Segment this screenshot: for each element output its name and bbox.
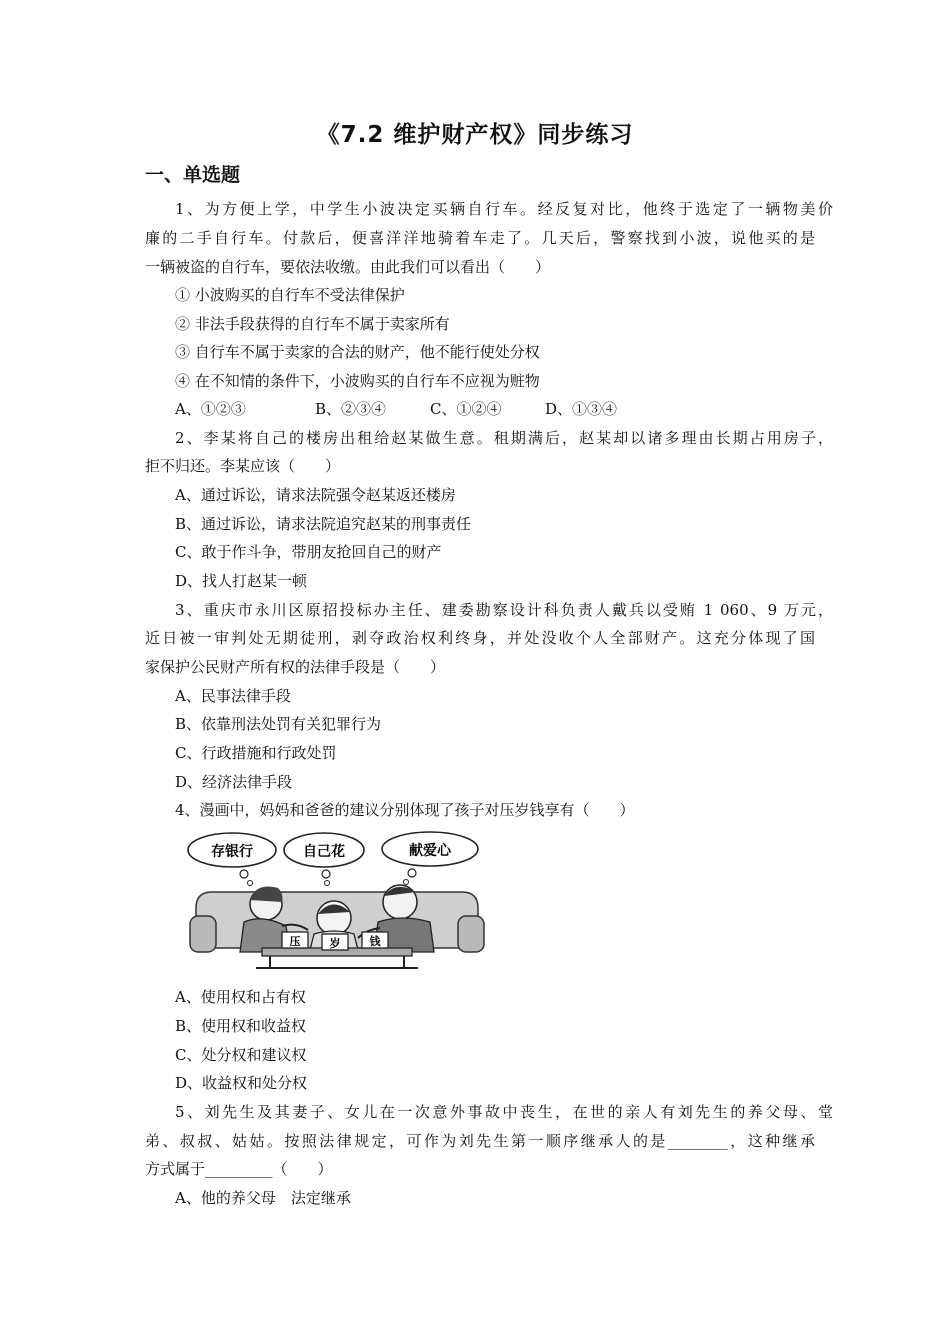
question-4-option-d: D、收益权和处分权: [175, 1074, 308, 1092]
question-1-option-d: D、①③④: [545, 400, 618, 418]
bubble-text-father: 献爱心: [409, 843, 451, 859]
bubble-father: [382, 832, 478, 885]
question-1-statement-1: ① 小波购买的自行车不受法律保护: [175, 286, 405, 304]
question-3-option-c: C、行政措施和行政处罚: [175, 744, 337, 762]
envelope-2: [322, 934, 348, 950]
question-1-options: [175, 399, 617, 419]
question-1-option-b: B、②③④: [315, 400, 387, 418]
question-1-option-c: C、①②④: [430, 400, 502, 418]
question-1-option-a: A、①②③: [175, 400, 246, 418]
question-2-option-b: B、通过诉讼，请求法院追究赵某的刑事责任: [175, 515, 472, 533]
question-5-option-a: A、他的养父母 法定继承: [175, 1189, 351, 1207]
question-1-statement-3: ③ 自行车不属于卖家的合法的财产，他不能行使处分权: [175, 343, 540, 361]
question-3-option-b: B、依靠刑法处罚有关犯罪行为: [175, 715, 382, 733]
question-5-stem-line-2: 弟、叔叔、姑姑。按照法律规定，可作为刘先生第一顺序继承人的是________，这种继承: [145, 1132, 815, 1150]
question-5-stem-line-1: 5、刘先生及其妻子、女儿在一次意外事故中丧生，在世的亲人有刘先生的养父母、堂: [175, 1103, 833, 1121]
question-3-option-a: A、民事法律手段: [175, 687, 291, 705]
question-1-stem-line-2: 廉的二手自行车。付款后，便喜洋洋地骑着车走了。几天后，警察找到小波，说他买的是: [145, 229, 815, 247]
question-5-stem-line-3: 方式属于_________（ ）: [145, 1160, 333, 1178]
svg-text:钱: 钱: [369, 935, 381, 948]
question-2-stem-line-2: 拒不归还。李某应该（ ）: [145, 457, 341, 475]
question-1-statement-2: ② 非法手段获得的自行车不属于卖家所有: [175, 315, 450, 333]
bubble-text-mother: 存银行: [211, 844, 253, 860]
question-4-option-b: B、使用权和收益权: [175, 1017, 307, 1035]
bubble-text-child: 自己花: [303, 844, 345, 860]
question-3-stem-line-2: 近日被一审判处无期徒刑，剥夺政治权利终身，并处没收个人全部财产。这充分体现了国: [145, 629, 815, 647]
question-2-stem-line-1: 2、李某将自己的楼房出租给赵某做生意。租期满后，赵某却以诸多理由长期占用房子，: [175, 429, 833, 447]
question-2-option-c: C、敢于作斗争，带朋友抢回自己的财产: [175, 543, 442, 561]
document-title: 《7.2 维护财产权》同步练习: [316, 122, 634, 148]
question-1-stem-line-3: 一辆被盗的自行车，要依法收缴。由此我们可以看出（ ）: [145, 258, 551, 276]
question-1-stem-line-1: 1、为方便上学，中学生小波决定买辆自行车。经反复对比，他终于选定了一辆物美价: [175, 200, 833, 218]
question-3-stem-line-1: 3、重庆市永川区原招投标办主任、建委勘察设计科负责人戴兵以受贿 1 060、9 万元，: [175, 601, 833, 619]
question-3-stem-line-3: 家保护公民财产所有权的法律手段是（ ）: [145, 658, 446, 676]
question-2-option-a: A、通过诉讼，请求法院强令赵某返还楼房: [175, 486, 456, 504]
question-4-stem-line-1: 4、漫画中，妈妈和爸爸的建议分别体现了孩子对压岁钱享有（ ）: [175, 801, 635, 819]
bubble-mother: [188, 833, 276, 886]
cartoon-illustration: [186, 830, 486, 970]
bubble-child: [284, 833, 364, 886]
question-3-option-d: D、经济法律手段: [175, 773, 293, 791]
envelope-3: [362, 932, 388, 948]
envelope-1: [282, 932, 308, 948]
svg-text:压: 压: [289, 935, 301, 948]
section-heading: 一、单选题: [145, 164, 241, 186]
question-4-option-a: A、使用权和占有权: [175, 988, 306, 1006]
question-1-statement-4: ④ 在不知情的条件下，小波购买的自行车不应视为赃物: [175, 372, 540, 390]
question-2-option-d: D、找人打赵某一顿: [175, 572, 308, 590]
svg-text:岁: 岁: [329, 937, 341, 950]
question-4-option-c: C、处分权和建议权: [175, 1046, 307, 1064]
